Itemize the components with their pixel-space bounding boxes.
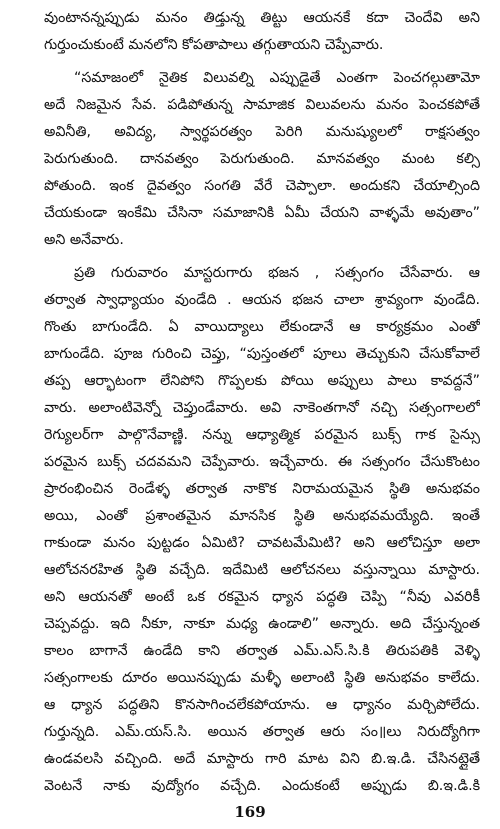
text-line: ప్రారంభించిన రెండేళ్ళ తర్వాత నాకొక నిరామయమైన స్థితి అనుభవం [44, 481, 480, 497]
text-line: గుర్తున్నది. ఎమ్.యస్.సి. అయిన తర్వాత ఆరు సం॥లు నిరుద్యోగిగా [44, 724, 480, 740]
text-line: ఉండవలసి వచ్చింది. అదే మాస్టారు గారి మాట విని బి.ఇ.డి. చేసినట్లైతే [44, 751, 480, 767]
text-line: పోతుంది. ఇంక దైవత్వం సంగతి వేరే చెప్పాలా. అందుకని చేయాల్సింది [44, 178, 480, 194]
paragraph-2 [44, 65, 480, 254]
text-line: అదే నిజమైన సేవ. పడిపోతున్న సామాజిక విలువలను మనం పెంచకపోతే [44, 97, 480, 113]
text-line: తర్వాత స్వాధ్యాయం వుండేది . ఆయన భజన చాలా శ్రావ్యంగా వుండేది. [44, 292, 480, 308]
text-line: ప్రతి గురువారం మాస్టరుగారు భజన , సత్సంగం చేసేవారు. ఆ [74, 265, 480, 281]
text-line: పరమైన బుక్స్ చదవమని చెప్పేవారు. ఇచ్చేవారు. ఈ సత్సంగం చేసుకొంటం [44, 454, 480, 470]
text-line: “సమాజంలో నైతిక విలువల్ని ఎప్పుడైతే ఎంతగా పెంచగల్గుతామో [74, 70, 480, 86]
text-line: కాలం బాగానే ఉండేది కాని తర్వాత ఎమ్.ఎస్.సి.కి తిరుపతికి వెళ్ళి [44, 643, 480, 659]
text-line: అని ఆయనతో అంటే ఒక రకమైన ధ్యాన పద్ధతి చెప్పి “నీవు ఎవరికీ [44, 589, 480, 605]
paragraph-1 [44, 5, 480, 59]
text-line: అయి, ఎంతో ప్రశాంతమైన మానసిక స్థితి అనుభవమయ్యేది. ఇంతే [44, 508, 480, 524]
text-line: గొంతు బాగుండేది. ఏ వాయిద్యాలు లేకుండానే ఆ కార్యక్రమం ఎంతో [44, 319, 480, 335]
text-line: చెప్పవద్దు. ఇది నీకూ, నాకూ మధ్య ఉండాలి” అన్నారు. అది చేస్తున్నంత [44, 616, 480, 632]
text-line: అవినీతి, అవిద్య, స్వార్థపరత్వం పెరిగి మనుష్యులలో రాక్షసత్వం [44, 124, 480, 140]
text-line: గాకుండా మనం పుట్టడం ఏమిటి? చావటమేమిటి? అని ఆలోచిస్తూ అలా [44, 535, 480, 551]
text-line: ఆ ధ్యాన పద్ధతిని కొనసాగించలేకపోయాను. ఆ ధ్యానం మర్చిపోలేదు. [44, 697, 480, 713]
text-line: వారు. అలాంటివెన్నో చెప్తుండేవారు. అవి నాకెంతగానో నచ్చి సత్సంగాలలో [44, 400, 480, 416]
text-line: సత్సంగాలకు దూరం అయినప్పుడు మళ్ళీ అలాంటి స్థితి అనుభవం కాలేదు. [44, 670, 480, 686]
text-line: వెంటనే నాకు వుద్యోగం వచ్చేది. ఎందుకంటే అప్పుడు బి.ఇ.డి.కి [44, 778, 480, 794]
text-line: చేయకుండా ఇంకేమి చేసినా సమాజానికి ఏమీ చేయని వాళ్ళమే అవుతాం” [44, 205, 480, 221]
text-line: బాగుండేది. పూజ గురించి చెప్తు, “పుస్తంతలో పూలు తెచ్చుకుని చేసుకోవాలే [44, 346, 480, 362]
text-line: వుంటానన్నప్పుడు మనం తిడ్తున్న తిట్టు ఆయనకే కదా చెందేవి అని [44, 10, 480, 26]
text-line: తప్ప ఆర్భాటంగా లేనిపోని గొప్పలకు పోయి అప్పులు పాలు కావద్దనే” [44, 373, 480, 389]
text-line: అని అనేవారు. [44, 232, 124, 248]
text-line: పెరుగుతుంది. దానవత్వం పెరుగుతుంది. మానవత్వం మంట కల్సి [44, 151, 480, 167]
text-line: రెగ్యులర్‌గా పాల్గొనేవాణ్ణి. నన్ను ఆధ్యాత్మిక పరమైన బుక్స్ గాక సైన్సు [44, 427, 480, 443]
text-line: గుర్తుంచుకుంటే మనలోని కోపతాపాలు తగ్గుతాయని చెప్పేవారు. [44, 37, 384, 53]
page-number: 169 [234, 803, 266, 821]
paragraph-3 [44, 260, 480, 800]
text-line: ఆలోచనరహిత స్థితి వచ్చేది. ఇదేమిటి ఆలోచనలు వస్తున్నాయి మాస్టారు. [44, 562, 480, 578]
